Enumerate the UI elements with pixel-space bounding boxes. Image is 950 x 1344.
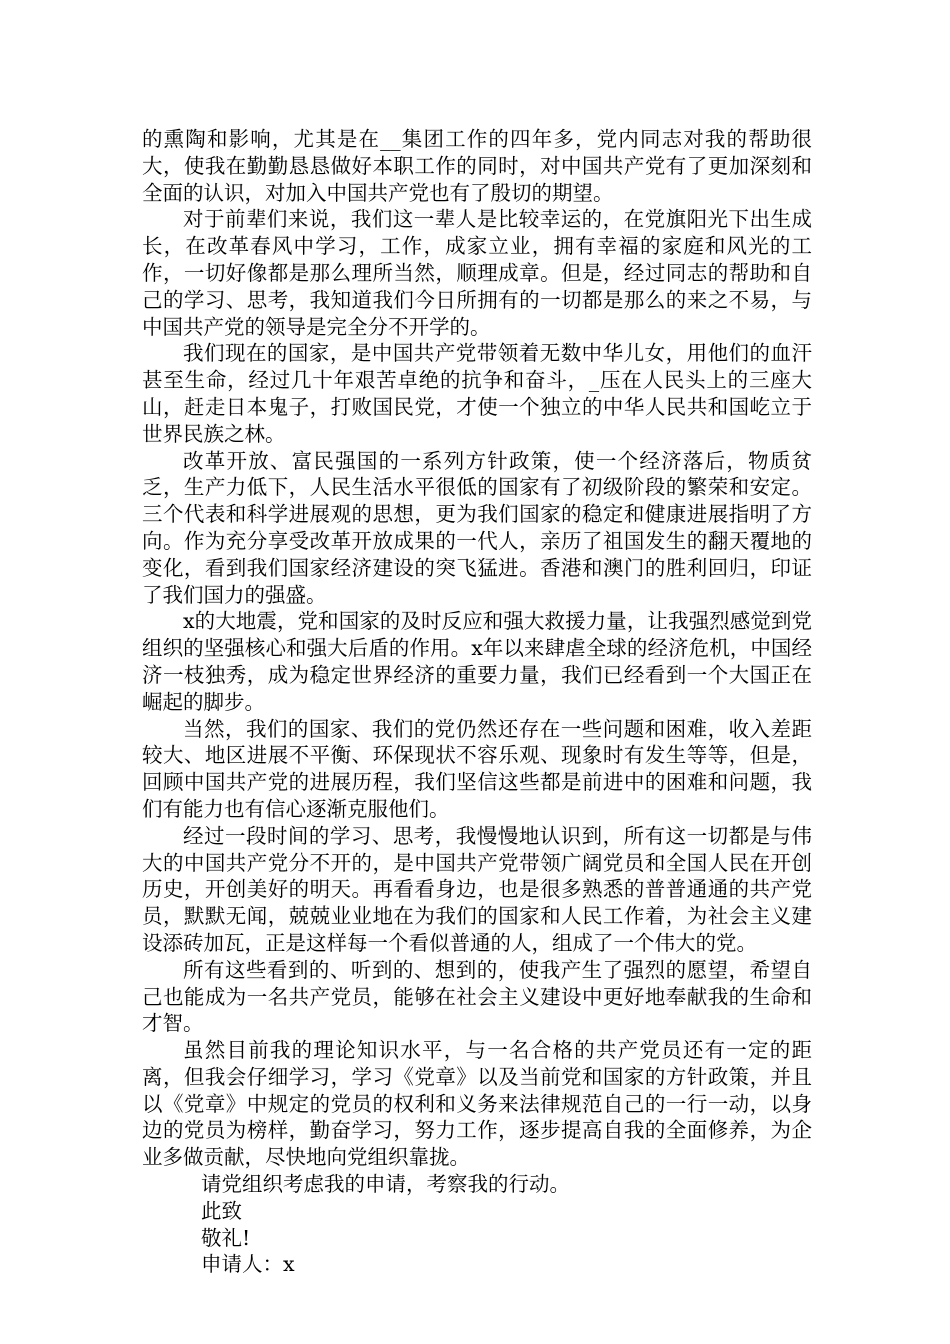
paragraph-text-line: 经过一段时间的学习、思考，我慢慢地认识到，所有这一切都 [183, 823, 750, 848]
paragraph-text-line: 更加深刻和全面的认识，对加入中国共产党也有了殷切的期望。 [142, 153, 813, 205]
paragraph-text-line: 希望自己也能成为一名共产党员，能够在社会主义建设中更好地奉 [142, 957, 813, 1009]
paragraph-text-line: 的熏陶和影响，尤其是在__集团工作的四年多，党内同志对我的帮 [142, 127, 770, 151]
paragraph-text-line: 助很大，使我在勤勤恳恳做好本职工作的同时，对中国共产党有了 [142, 127, 813, 178]
paragraph-text-line: 上的三座大山，赶走日本鬼子，打败国民党，才使一个独立的中华 [142, 368, 813, 419]
paragraph-text-line: 的一行一动，以身边的党员为榜样，勤奋学习，努力工作，逐步提 [142, 1091, 813, 1143]
paragraph-text-line: 的距离，但我会仔细学习，学习《党章》以及当前党和国家的方针 [142, 1038, 813, 1089]
paragraph-text-line: 改革开放、富民强国的一系列方针政策，使一个经济落后，物 [183, 448, 770, 473]
signature-line: 申请人：x [201, 1252, 295, 1277]
paragraph-text-line: 等等，但是，回顾中国共产党的进展历程，我们坚信这些都是前进 [142, 743, 813, 795]
letter-paragraph [142, 1037, 812, 1171]
paragraph-text-line: 出生成长，在改革春风中学习，工作，成家立业，拥有幸福的家庭 [142, 207, 813, 259]
paragraph-text-line: 中的困难和问题，我们有能力也有信心逐渐克服他们。 [142, 770, 813, 821]
paragraph-text-line: 的血汗甚至生命，经过几十年艰苦卓绝的抗争和奋斗，_压在人民头 [142, 341, 813, 393]
paragraph-text-line: 我们现在的国家，是中国共产党带领着无数中华儿女，用他们 [183, 341, 750, 366]
paragraph-text-line: 人民共和国屹立于世界民族之林。 [142, 394, 813, 446]
paragraph-text-line: 高自我的全面修养，为企业多做贡献，尽快地向党组织靠拢。 [142, 1118, 813, 1170]
paragraph-text-line: 对于前辈们来说，我们这一辈人是比较幸运的，在党旗阳光下 [183, 207, 750, 232]
paragraph-text-line: 经济危机，中国经济一枝独秀，成为稳定世界经济的重要力量，我 [142, 636, 813, 687]
paragraph-text-line: 感觉到党组织的坚强核心和强大后盾的作用。x年以来肆虐全球的 [142, 609, 813, 661]
paragraph-text-line: 荣和安定。三个代表和科学进展观的思想，更为我们国家的稳定和 [142, 475, 813, 527]
paragraph-text-line: 入差距较大、地区进展不平衡、环保现状不容乐观、现象时有发生 [142, 716, 813, 768]
paragraph-text-line: 所有这些看到的、听到的、想到的，使我产生了强烈的愿望， [183, 957, 750, 982]
letter-paragraph [142, 126, 812, 206]
salutation-line: 此致 [201, 1198, 242, 1223]
paragraph-text-line: x的大地震，党和国家的及时反应和强大救援力量，让我强烈 [183, 609, 730, 634]
paragraph-text-line: 的人，组成了一个伟大的党。 [490, 930, 757, 955]
paragraph-text-line: 们已经看到一个大国正在崛起的脚步。 [142, 662, 813, 714]
letter-paragraph [142, 206, 812, 340]
paragraph-text-line: 虽然目前我的理论知识水平，与一名合格的共产党员还有一定 [183, 1038, 770, 1063]
letter-paragraph [142, 448, 812, 609]
paragraph-text-line: 是与伟大的中国共产党分不开的，是中国共产党带领广阔党员和全 [142, 823, 813, 875]
paragraph-text-line: 的普普通通的共产党员，默默无闻，兢兢业业地在为我们的国家和 [142, 877, 813, 929]
paragraph-text-line: 质贫乏，生产力低下，人民生活水平很低的国家有了初级阶段的繁 [142, 448, 813, 500]
paragraph-text-line: 了祖国发生的翻天覆地的变化，看到我们国家经济建设的突飞猛进。 [142, 528, 813, 580]
paragraph-text-line: 当然，我们的国家、我们的党仍然还存在一些问题和困难，收 [183, 716, 750, 741]
paragraph-text-line: 都是那么的来之不易，与中国共产党的领导是完全分不开学的。 [142, 287, 813, 339]
paragraph-text-line: 人民工作着，为社会主义建设添砖加瓦，正是这样每一个看似普通 [142, 904, 812, 955]
letter-paragraph [142, 957, 812, 1037]
paragraph-text-line: 献我的生命和才智。 [142, 984, 813, 1036]
request-line: 请党组织考虑我的申请，考察我的行动。 [201, 1172, 570, 1197]
letter-paragraph [142, 608, 812, 715]
letter-paragraph [142, 823, 812, 957]
paragraph-text-line: 过同志的帮助和自己的学习、思考，我知道我们今日所拥有的一切 [142, 260, 813, 312]
salutation-line: 敬礼! [201, 1225, 251, 1250]
paragraph-text-line: 健康进展指明了方向。作为充分享受改革开放成果的一代人，亲历 [142, 502, 813, 553]
paragraph-text-line: 香港和澳门的胜利回归，印证了我们国力的强盛。 [142, 555, 813, 607]
letter-body [142, 126, 812, 1278]
paragraph-text-line: 和风光的工作，一切好像都是那么理所当然，顺理成章。但是，经 [142, 234, 813, 285]
letter-paragraph [142, 716, 812, 823]
paragraph-text-line: 国人民在开创历史，开创美好的明天。再看看身边，也是很多熟悉 [142, 850, 813, 902]
paragraph-text-line: 政策，并且以《党章》中规定的党员的权利和义务来法律规范自己 [142, 1064, 813, 1116]
letter-paragraph [142, 340, 812, 447]
